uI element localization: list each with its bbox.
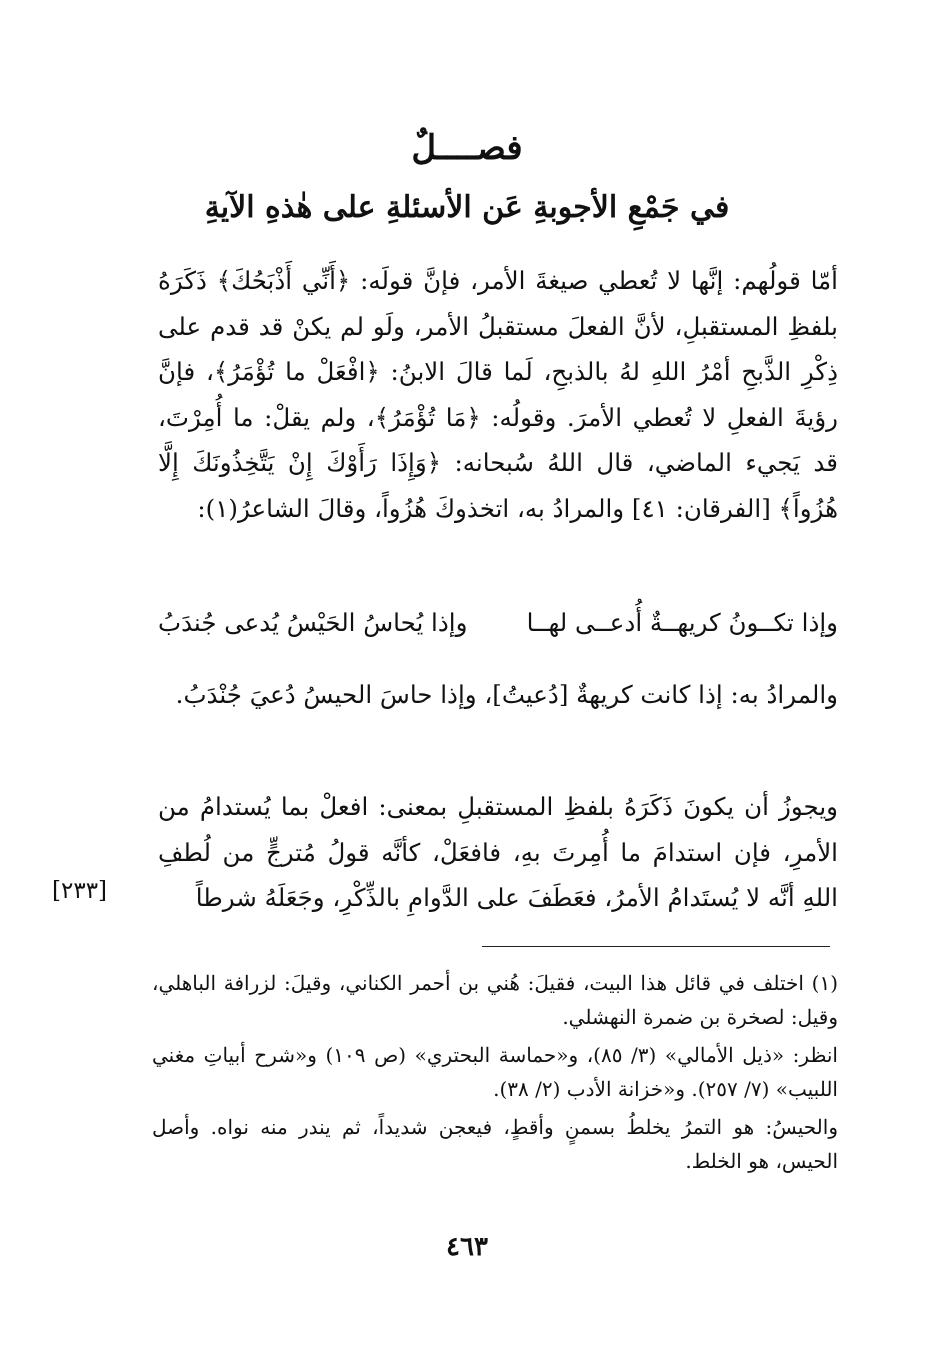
- manuscript-page-reference: [٢٣٣]: [52, 878, 108, 904]
- paragraph-1: أمّا قولُهم: إنَّها لا تُعطي صيغةَ الأمر، فإنَّ قولَه: ﴿أَنِّي أَذْبَحُكَ﴾ ذَكَرَهُ بلفظِ المستقبلِ، لأنَّ الفعلَ مستقبلُ الأمر، ولَو لم يكنْ قد قدم على ذِكْرِ الذَّبحِ أمْرُ اللهِ لهُ بالذبحِ، لَما قالَ الابنُ: ﴿افْعَلْ ما تُؤْمَرُ﴾، فإنَّ رؤيةَ الفعلِ لا تُعطي الأمرَ. وقولُه: ﴿مَا تُؤْمَرُ﴾، ولم يقلْ: ما أُمِرْتَ، قد يَجيء الماضي، قال اللهُ سُبحانه: ﴿وَإِذَا رَأَوْكَ إِنْ يَتَّخِذُونَكَ إِلَّا هُزُواً﴾ [الفرقان: ٤١] والمرادُ به، اتخذوكَ هُزُواً، وقالَ الشاعرُ(١):: [158, 266, 838, 523]
- paragraph-2: والمرادُ به: إذا كانت كريهةٌ [دُعيتُ]، وإذا حاسَ الحيسُ دُعيَ جُنْدَبُ.: [175, 680, 838, 709]
- main-text: [158, 258, 838, 531]
- footnotes: [152, 966, 838, 1182]
- section-title: فصــــلٌ: [411, 128, 523, 168]
- footnote-1: (١) اختلف في قائل هذا البيت، فقيلَ: هُني بن أحمر الكناني، وقيلَ: لزرافة الباهلي، وقيل: لصخرة بن ضمرة النهشلي.: [152, 971, 838, 1029]
- poetry-verse: [158, 608, 838, 637]
- verse-first-hemistich: وإذا تكــونُ كريهــةٌ أُدعــى لهــا: [526, 608, 838, 637]
- paragraph-3: ويجوزُ أن يكونَ ذَكَرَهُ بلفظِ المستقبلِ بمعنى: افعلْ بما يُستدامُ من الأمرِ، فإن استدامَ ما أُمِرتَ بهِ، فافعَلْ، كأنَّه قولُ مُترجٍّ من لُطفِ اللهِ أنَّه لا يُستَدامُ الأمرُ، فعَطَفَ على الدَّوامِ بالذِّكْرِ، وجَعَلَهُ شرطاً: [158, 792, 838, 912]
- footnote-3: والحيسُ: هو التمرُ يخلطُ بسمنٍ وأقطٍ، فيعجن شديداً، ثم يندر منه نواه. وأصل الحيس، هو الخلط.: [152, 1115, 838, 1173]
- verse-second-hemistich: وإذا يُحاسُ الحَيْسُ يُدعى جُندَبُ: [158, 608, 468, 637]
- section-subtitle: في جَمْعِ الأجوبةِ عَن الأسئلةِ على هٰذهِ الآيةِ: [204, 190, 730, 225]
- footnote-2: انظر: «ذيل الأمالي» (٣/ ٨٥)، و«حماسة البحتري» (ص ١٠٩) و«شرح أبياتِ مغني اللبيب» (٧/ ٢٥٧). و«خزانة الأدب (٢/ ٣٨).: [152, 1043, 838, 1101]
- page-number: ٤٦٣: [446, 1232, 488, 1262]
- footnote-divider: [482, 946, 830, 947]
